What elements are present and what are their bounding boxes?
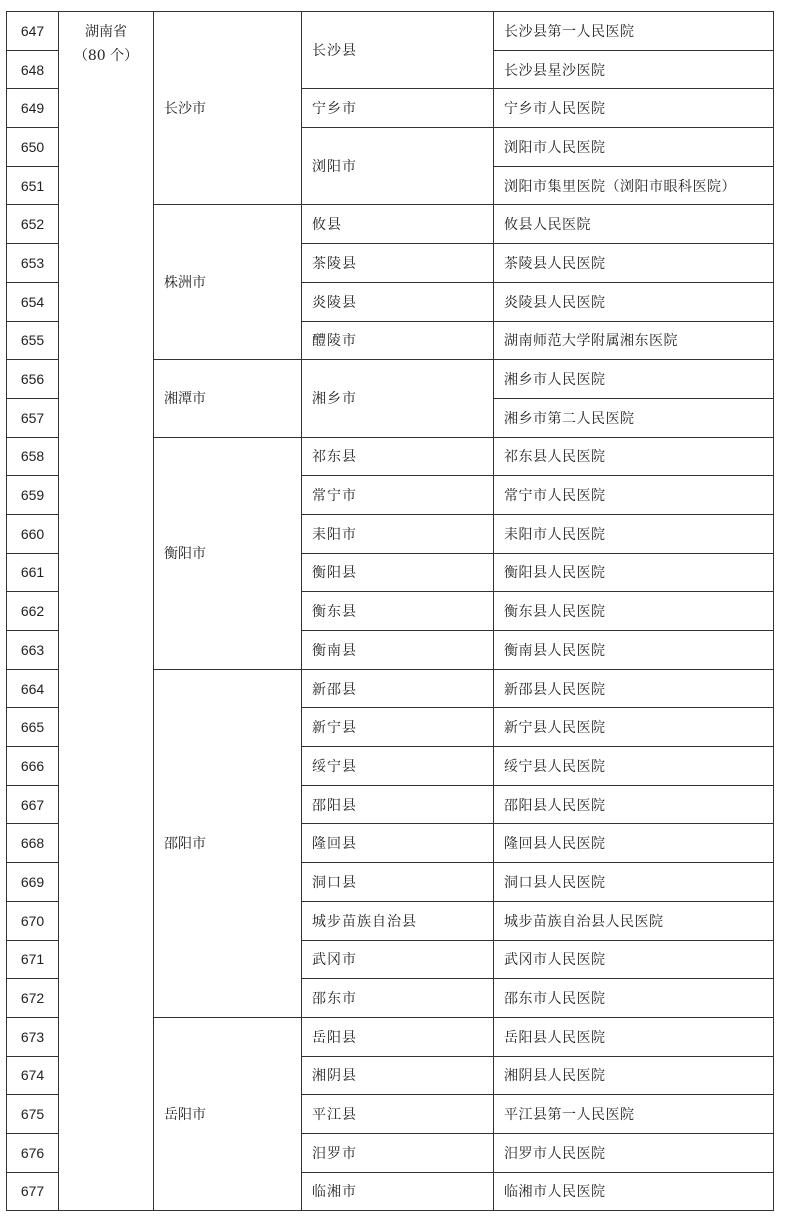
hospital-cell: 浏阳市集里医院（浏阳市眼科医院） xyxy=(494,166,774,205)
hospital-cell: 新宁县人民医院 xyxy=(494,708,774,747)
county-cell: 祁东县 xyxy=(302,437,494,476)
county-cell: 衡阳县 xyxy=(302,553,494,592)
hospital-cell: 浏阳市人民医院 xyxy=(494,128,774,167)
county-cell: 宁乡市 xyxy=(302,89,494,128)
row-number: 672 xyxy=(7,979,59,1018)
hospital-cell: 湖南师范大学附属湘东医院 xyxy=(494,321,774,360)
county-cell: 常宁市 xyxy=(302,476,494,515)
county-cell: 平江县 xyxy=(302,1095,494,1134)
hospital-cell: 汨罗市人民医院 xyxy=(494,1133,774,1172)
county-cell: 新邵县 xyxy=(302,669,494,708)
row-number: 671 xyxy=(7,940,59,979)
county-cell: 攸县 xyxy=(302,205,494,244)
row-number: 669 xyxy=(7,863,59,902)
county-cell: 岳阳县 xyxy=(302,1017,494,1056)
hospital-cell: 武冈市人民医院 xyxy=(494,940,774,979)
hospital-cell: 湘乡市第二人民医院 xyxy=(494,398,774,437)
city-cell: 长沙市 xyxy=(154,12,302,205)
row-number: 657 xyxy=(7,398,59,437)
hospital-cell: 新邵县人民医院 xyxy=(494,669,774,708)
row-number: 674 xyxy=(7,1056,59,1095)
row-number: 673 xyxy=(7,1017,59,1056)
row-number: 670 xyxy=(7,901,59,940)
county-cell: 邵阳县 xyxy=(302,785,494,824)
county-cell: 城步苗族自治县 xyxy=(302,901,494,940)
county-cell: 临湘市 xyxy=(302,1172,494,1211)
row-number: 662 xyxy=(7,592,59,631)
hospital-cell: 湘乡市人民医院 xyxy=(494,360,774,399)
hospital-cell: 祁东县人民医院 xyxy=(494,437,774,476)
city-cell: 湘潭市 xyxy=(154,360,302,437)
row-number: 658 xyxy=(7,437,59,476)
row-number: 677 xyxy=(7,1172,59,1211)
hospital-cell: 长沙县第一人民医院 xyxy=(494,12,774,51)
row-number: 666 xyxy=(7,747,59,786)
row-number: 676 xyxy=(7,1133,59,1172)
hospital-cell: 城步苗族自治县人民医院 xyxy=(494,901,774,940)
county-cell: 衡南县 xyxy=(302,631,494,670)
hospital-cell: 临湘市人民医院 xyxy=(494,1172,774,1211)
row-number: 664 xyxy=(7,669,59,708)
hospital-table xyxy=(6,11,774,1211)
row-number: 668 xyxy=(7,824,59,863)
province-cell xyxy=(59,12,154,1211)
county-cell: 隆回县 xyxy=(302,824,494,863)
row-number: 667 xyxy=(7,785,59,824)
county-cell: 绥宁县 xyxy=(302,747,494,786)
row-number: 647 xyxy=(7,12,59,51)
row-number: 659 xyxy=(7,476,59,515)
county-cell: 汨罗市 xyxy=(302,1133,494,1172)
hospital-cell: 湘阴县人民医院 xyxy=(494,1056,774,1095)
county-cell: 炎陵县 xyxy=(302,282,494,321)
county-cell: 湘乡市 xyxy=(302,360,494,437)
row-number: 663 xyxy=(7,631,59,670)
row-number: 655 xyxy=(7,321,59,360)
hospital-cell: 常宁市人民医院 xyxy=(494,476,774,515)
hospital-cell: 绥宁县人民医院 xyxy=(494,747,774,786)
county-cell: 耒阳市 xyxy=(302,514,494,553)
hospital-cell: 宁乡市人民医院 xyxy=(494,89,774,128)
county-cell: 湘阴县 xyxy=(302,1056,494,1095)
hospital-cell: 长沙县星沙医院 xyxy=(494,50,774,89)
hospital-cell: 衡阳县人民医院 xyxy=(494,553,774,592)
row-number: 649 xyxy=(7,89,59,128)
county-cell: 武冈市 xyxy=(302,940,494,979)
hospital-cell: 平江县第一人民医院 xyxy=(494,1095,774,1134)
county-cell: 醴陵市 xyxy=(302,321,494,360)
province-count: （80 个） xyxy=(73,48,139,64)
hospital-cell: 耒阳市人民医院 xyxy=(494,514,774,553)
hospital-cell: 衡南县人民医院 xyxy=(494,631,774,670)
hospital-cell: 炎陵县人民医院 xyxy=(494,282,774,321)
table-row xyxy=(7,12,774,51)
city-cell: 邵阳市 xyxy=(154,669,302,1017)
row-number: 656 xyxy=(7,360,59,399)
hospital-cell: 攸县人民医院 xyxy=(494,205,774,244)
county-cell: 洞口县 xyxy=(302,863,494,902)
city-cell: 衡阳市 xyxy=(154,437,302,669)
city-cell: 岳阳市 xyxy=(154,1017,302,1210)
row-number: 661 xyxy=(7,553,59,592)
county-cell: 邵东市 xyxy=(302,979,494,1018)
hospital-cell: 茶陵县人民医院 xyxy=(494,244,774,283)
county-cell: 衡东县 xyxy=(302,592,494,631)
hospital-cell: 岳阳县人民医院 xyxy=(494,1017,774,1056)
row-number: 648 xyxy=(7,50,59,89)
row-number: 654 xyxy=(7,282,59,321)
row-number: 675 xyxy=(7,1095,59,1134)
county-cell: 浏阳市 xyxy=(302,128,494,205)
row-number: 653 xyxy=(7,244,59,283)
row-number: 651 xyxy=(7,166,59,205)
row-number: 660 xyxy=(7,514,59,553)
city-cell: 株洲市 xyxy=(154,205,302,360)
hospital-cell: 隆回县人民医院 xyxy=(494,824,774,863)
hospital-cell: 衡东县人民医院 xyxy=(494,592,774,631)
county-cell: 长沙县 xyxy=(302,12,494,89)
row-number: 650 xyxy=(7,128,59,167)
province-name: 湖南省 xyxy=(85,24,127,40)
row-number: 652 xyxy=(7,205,59,244)
hospital-cell: 洞口县人民医院 xyxy=(494,863,774,902)
hospital-cell: 邵东市人民医院 xyxy=(494,979,774,1018)
hospital-cell: 邵阳县人民医院 xyxy=(494,785,774,824)
county-cell: 茶陵县 xyxy=(302,244,494,283)
row-number: 665 xyxy=(7,708,59,747)
county-cell: 新宁县 xyxy=(302,708,494,747)
